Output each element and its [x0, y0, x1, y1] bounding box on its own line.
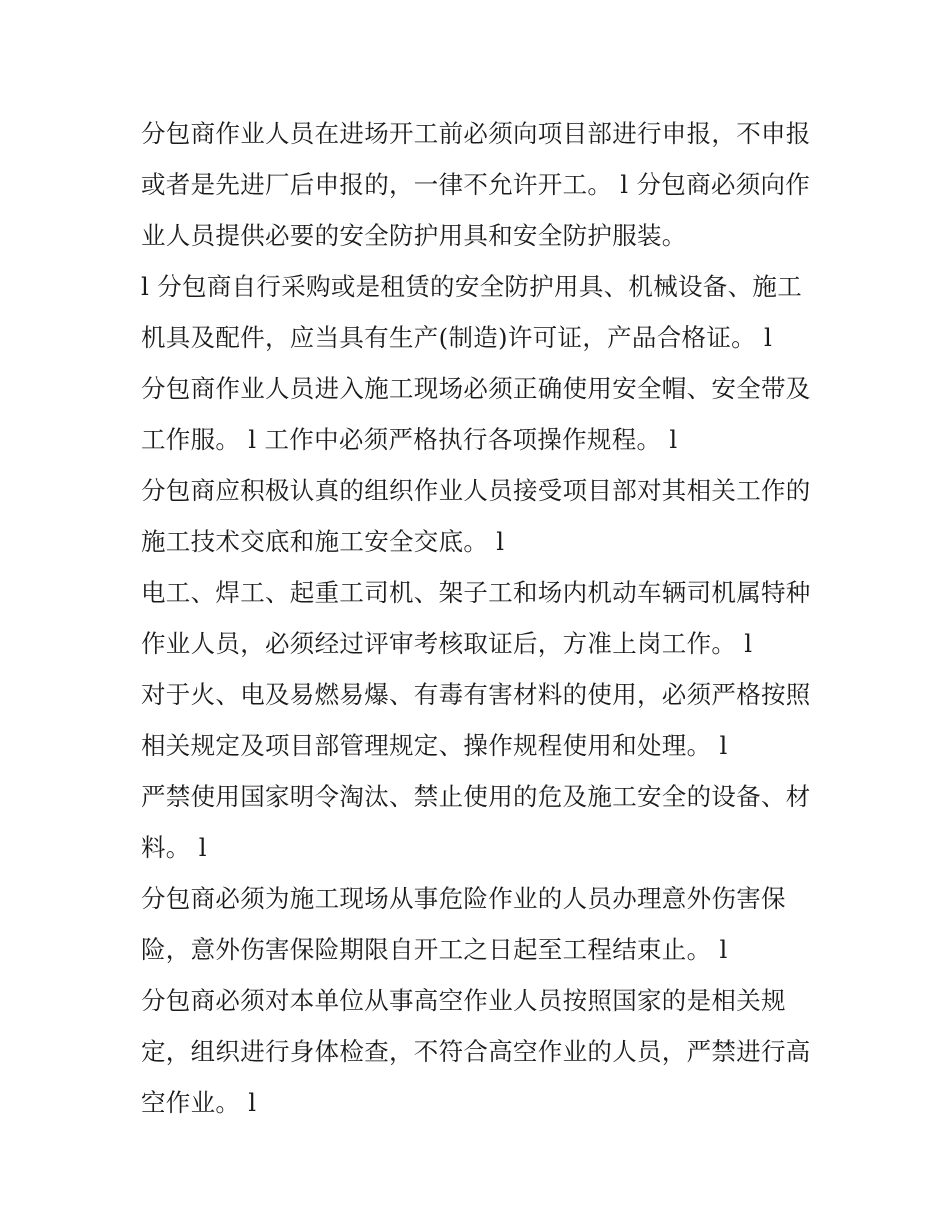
- text-line: 业人员提供必要的安全防护用具和安全防护服装。: [141, 221, 687, 250]
- text-line: 对于火、电及易燃易爆、有毒有害材料的使用，必须严格按照: [141, 680, 811, 709]
- text-line: 分包商必须为施工现场从事危险作业的人员办理意外伤害保: [141, 884, 786, 913]
- text-line: 分包商应积极认真的组织作业人员接受项目部对其相关工作的: [141, 476, 811, 505]
- text-line: 工作服。 l 工作中必须严格执行各项操作规程。 l: [141, 425, 678, 454]
- text-line: l 分包商自行采购或是租赁的安全防护用具、机械设备、施工: [141, 272, 803, 301]
- text-line: 机具及配件，应当具有生产(制造)许可证，产品合格证。 l: [141, 323, 773, 352]
- text-line: 严禁使用国家明令淘汰、禁止使用的危及施工安全的设备、材: [141, 782, 811, 811]
- text-line: 分包商必须对本单位从事高空作业人员按照国家的是相关规: [141, 986, 786, 1015]
- text-line: 相关规定及项目部管理规定、操作规程使用和处理。 l: [141, 731, 728, 760]
- text-line: 险，意外伤害保险期限自开工之日起至工程结束止。 l: [141, 935, 728, 964]
- text-line: 料。 l: [141, 833, 207, 862]
- text-line: 电工、焊工、起重工司机、架子工和场内机动车辆司机属特种: [141, 578, 811, 607]
- text-line: 空作业。 l: [141, 1088, 257, 1117]
- text-line: 或者是先进厂后申报的，一律不允许开工。 l 分包商必须向作: [141, 170, 811, 199]
- document-body: [141, 108, 821, 1128]
- text-line: 分包商作业人员在进场开工前必须向项目部进行申报，不申报: [141, 119, 811, 148]
- text-line: 施工技术交底和施工安全交底。 l: [141, 527, 505, 556]
- text-line: 作业人员，必须经过评审考核取证后，方准上岗工作。 l: [141, 629, 753, 658]
- text-line: 分包商作业人员进入施工现场必须正确使用安全帽、安全带及: [141, 374, 811, 403]
- text-line: 定，组织进行身体检查，不符合高空作业的人员，严禁进行高: [141, 1037, 811, 1066]
